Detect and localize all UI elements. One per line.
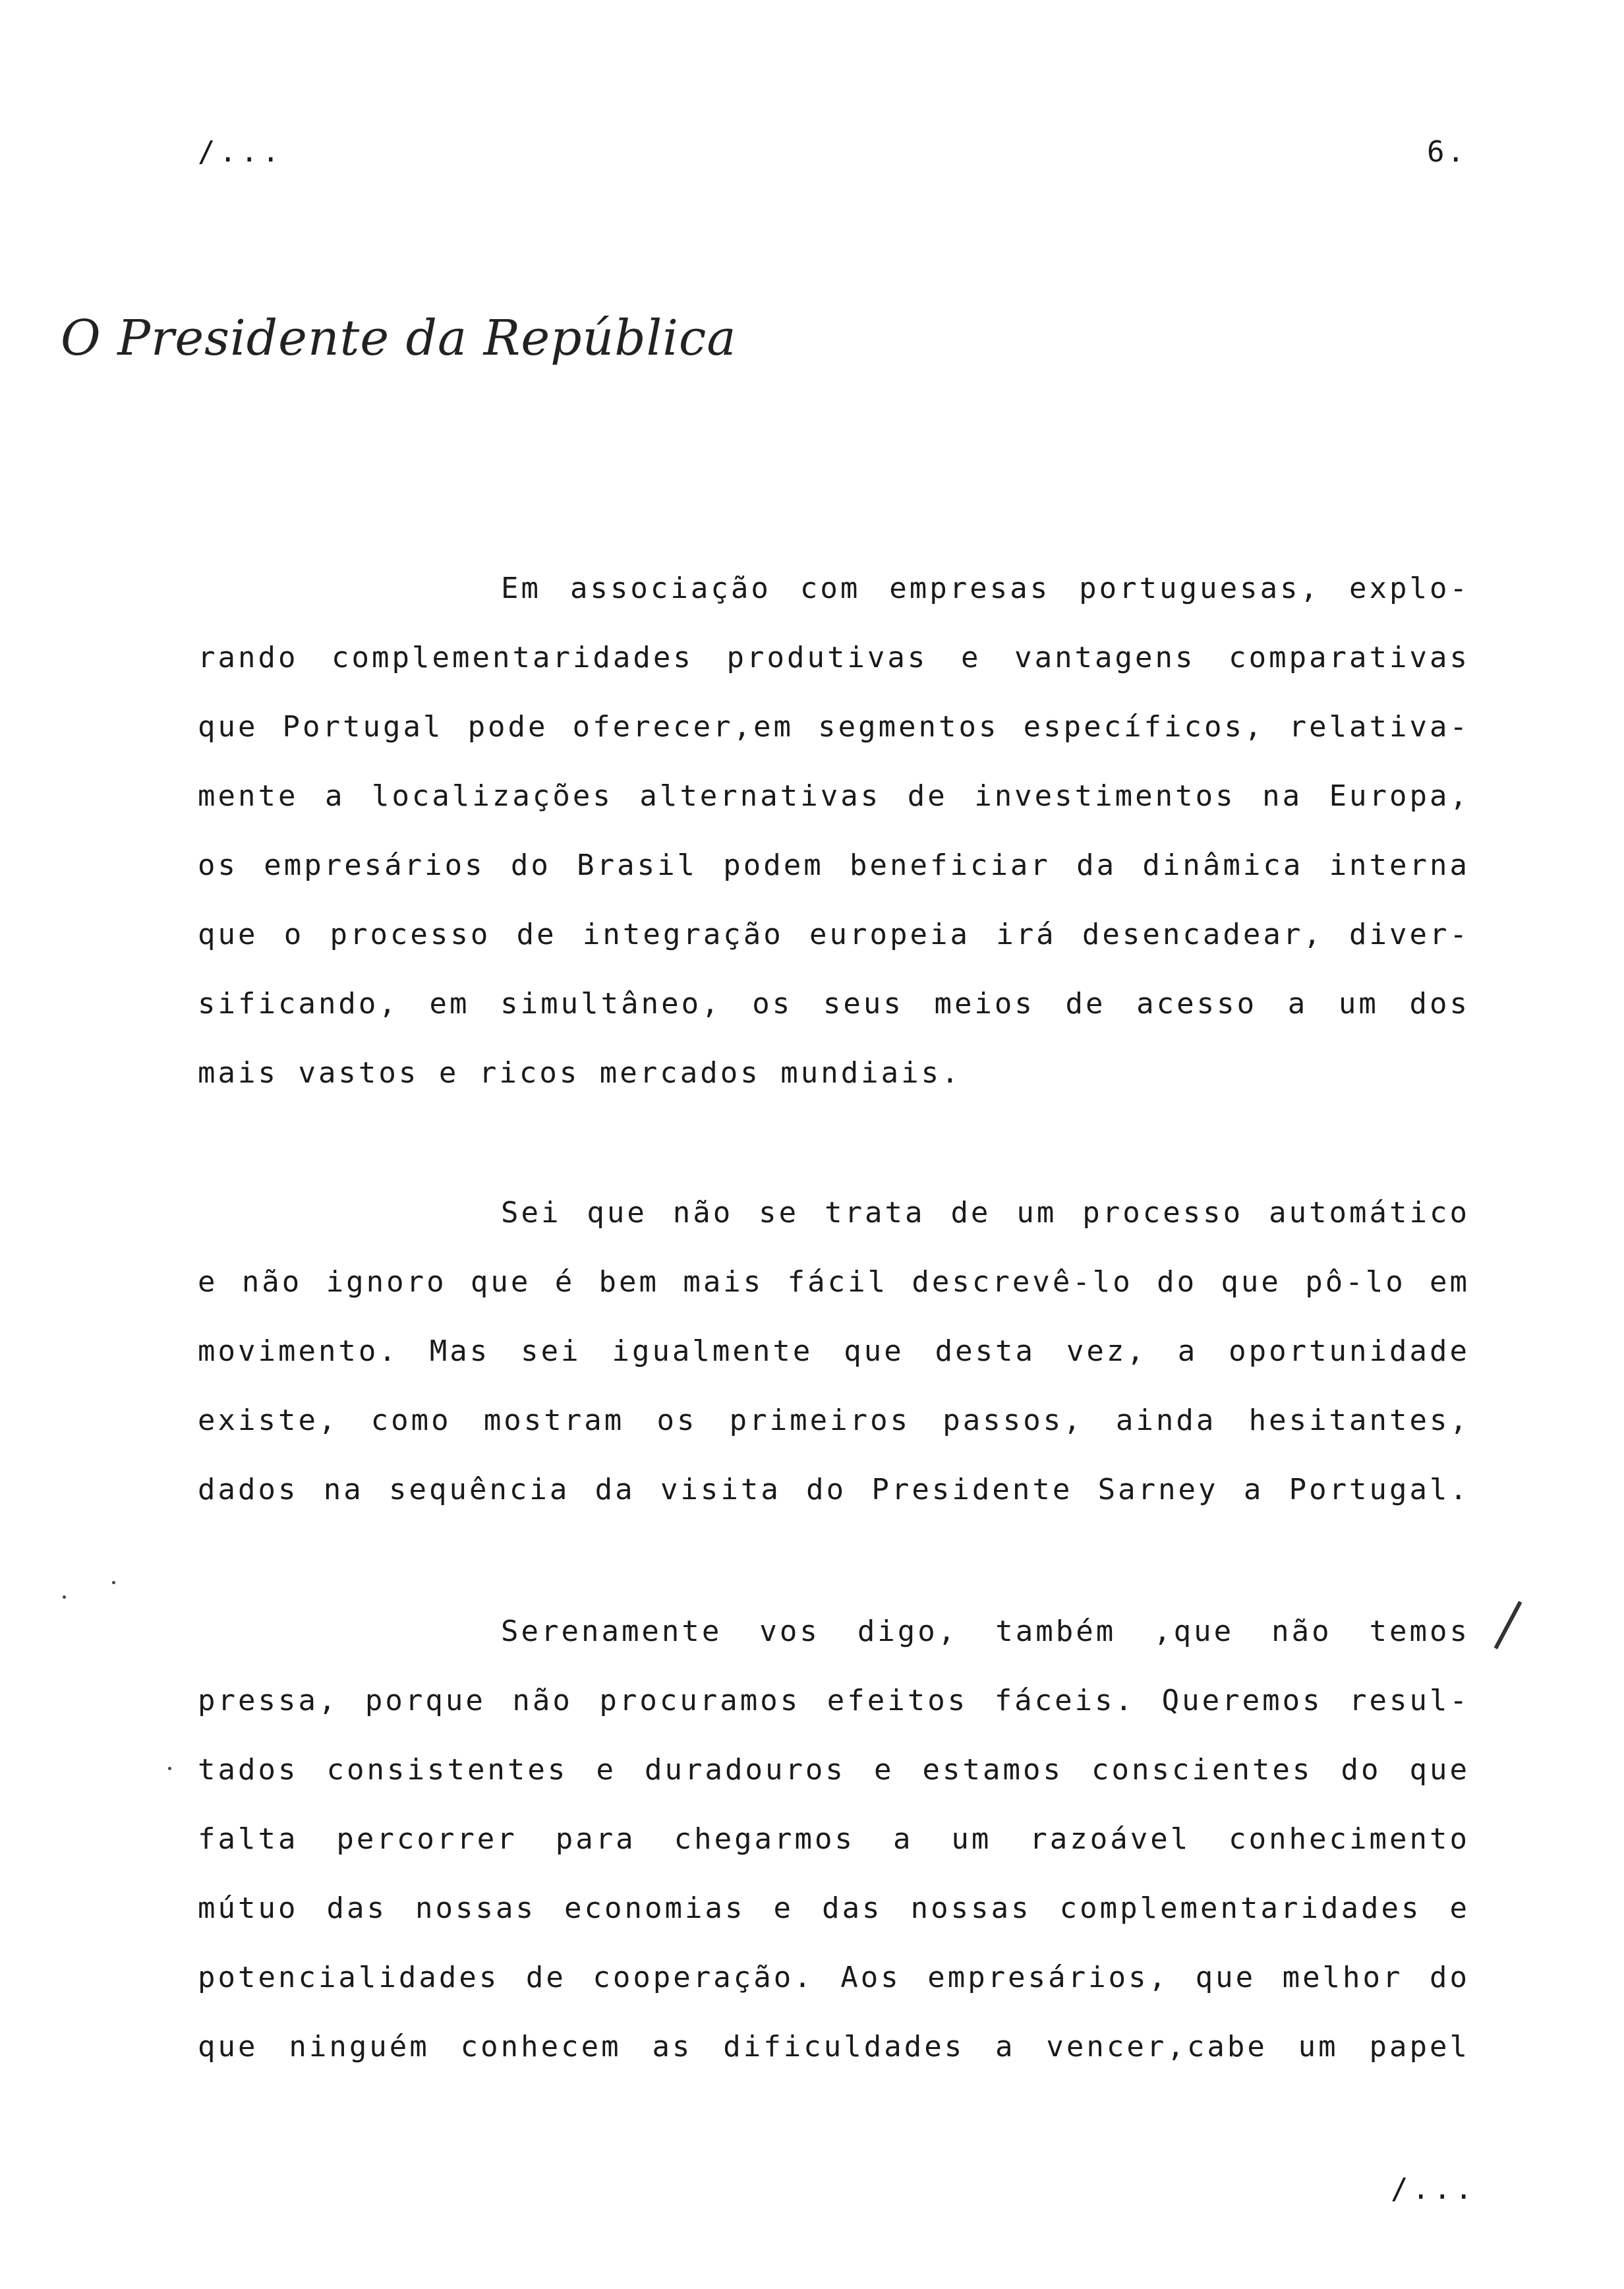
text-line: falta percorrer para chegarmos a um razoável conhecimento xyxy=(198,1822,1470,1856)
text-line: mente a localizações alternativas de investimentos na Europa, xyxy=(198,779,1470,813)
margin-pen-mark xyxy=(1494,1601,1522,1649)
text-line: pressa, porque não procuramos efeitos fáceis. Queremos resul- xyxy=(198,1684,1470,1717)
text-line: existe, como mostram os primeiros passos, ainda hesitantes, xyxy=(198,1404,1470,1437)
text-line: tados consistentes e duradouros e estamos conscientes do que xyxy=(198,1753,1470,1787)
paragraph-2 xyxy=(198,1178,1470,1524)
paragraph-3 xyxy=(198,1597,1470,2081)
page-number: 6. xyxy=(1427,135,1467,169)
text-line: que ninguém conhecem as dificuldades a vencer,cabe um papel xyxy=(198,2030,1470,2064)
paragraph-1 xyxy=(198,554,1470,1108)
letterhead-title: O Presidente da República xyxy=(61,310,737,367)
text-line: e não ignoro que é bem mais fácil descrevê-lo do que pô-lo em xyxy=(198,1265,1470,1299)
text-line: que o processo de integração europeia irá desencadear, diver- xyxy=(198,918,1470,951)
text-line: dados na sequência da visita do Presidente Sarney a Portugal. xyxy=(198,1473,1470,1506)
text-line: mais vastos e ricos mercados mundiais. xyxy=(198,1056,962,1090)
scan-speck xyxy=(112,1581,115,1584)
text-line: mútuo das nossas economias e das nossas complementaridades e xyxy=(198,1891,1470,1925)
text-line: potencialidades de cooperação. Aos empresários, que melhor do xyxy=(198,1961,1470,1994)
header-continuation-marker: /... xyxy=(198,135,283,169)
text-line: Em associação com empresas portuguesas, explo- xyxy=(501,572,1470,605)
text-line: Sei que não se trata de um processo automático xyxy=(501,1196,1470,1230)
text-line: Serenamente vos digo, também ,que não temos xyxy=(501,1615,1470,1648)
text-line: sificando, em simultâneo, os seus meios de acesso a um dos xyxy=(198,987,1470,1021)
text-line: movimento. Mas sei igualmente que desta vez, a oportunidade xyxy=(198,1334,1470,1368)
scan-speck xyxy=(168,1767,171,1770)
footer-continuation-marker: /... xyxy=(1391,2172,1476,2206)
scan-speck xyxy=(63,1595,66,1599)
text-line: que Portugal pode oferecer,em segmentos específicos, relativa- xyxy=(198,710,1470,744)
text-line: rando complementaridades produtivas e vantagens comparativas xyxy=(198,641,1470,674)
text-line: os empresários do Brasil podem beneficiar da dinâmica interna xyxy=(198,848,1470,882)
